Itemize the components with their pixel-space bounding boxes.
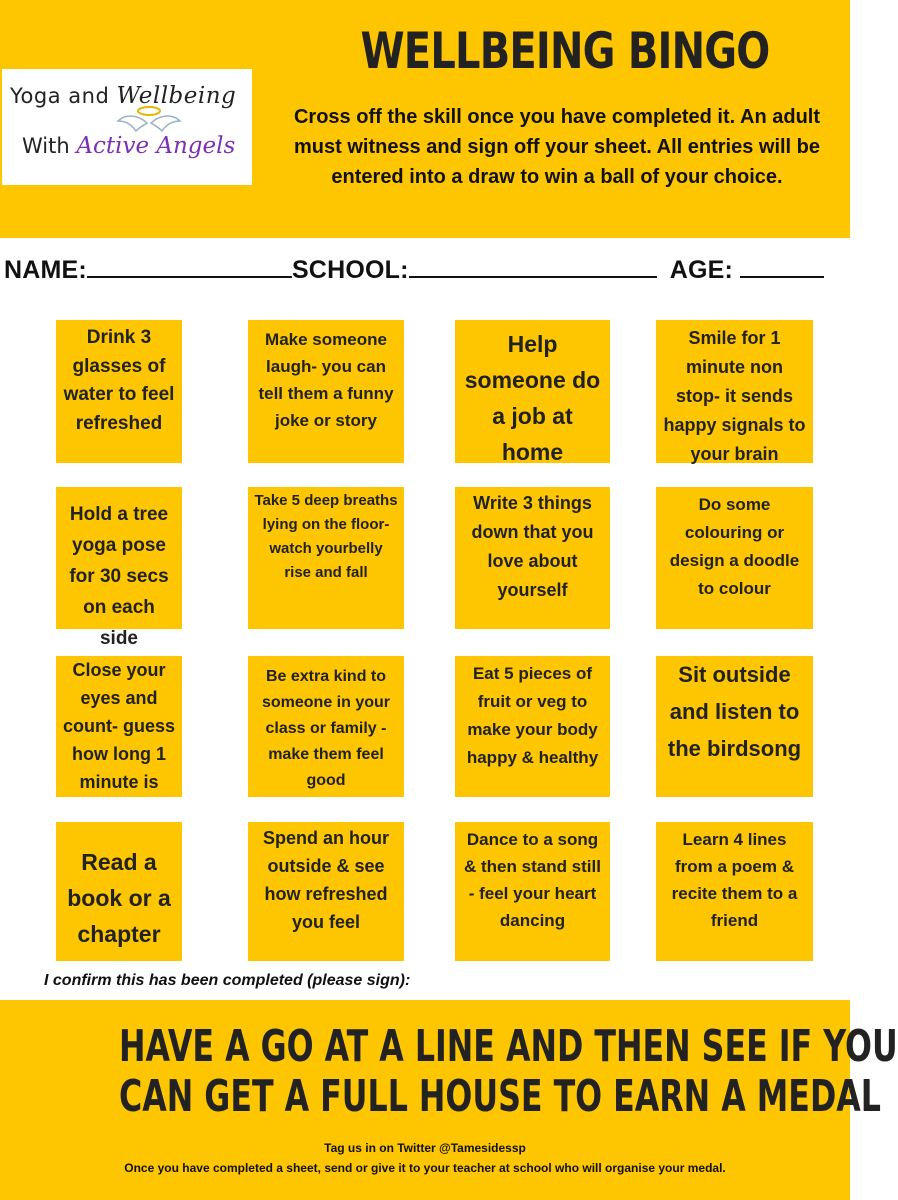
logo-text-active-angels: Active Angels: [76, 133, 236, 159]
bingo-cell[interactable]: [656, 320, 813, 463]
school-field[interactable]: [409, 252, 657, 278]
bingo-cell-text: Hold a tree yoga pose for 30 secs on each side: [69, 504, 169, 649]
bingo-cell[interactable]: [455, 656, 610, 797]
bingo-cell[interactable]: [455, 487, 610, 629]
age-field[interactable]: [740, 252, 824, 278]
confirm-signature-text: I confirm this has been completed (please sign):: [44, 972, 411, 989]
bingo-cell-text: Read a book or a chapter: [67, 849, 171, 947]
page-title: WELLBEING BINGO: [360, 22, 770, 80]
bingo-cell[interactable]: [248, 487, 404, 629]
bingo-cell[interactable]: [656, 822, 813, 961]
bingo-cell-text: Close your eyes and count- guess how long 1 minute is: [62, 660, 175, 792]
bingo-cell-text: Spend an hour outside & see how refreshed you feel: [263, 828, 389, 932]
bingo-cell[interactable]: [56, 487, 182, 649]
bingo-cell[interactable]: [656, 656, 813, 797]
angel-wings-icon: [114, 103, 184, 137]
bingo-cell-text: Smile for 1 minute non stop- it sends happy signals to your brain: [663, 328, 806, 464]
footer-headline-line-2: CAN GET A FULL HOUSE TO EARN A MEDAL: [119, 1071, 881, 1122]
bingo-cell[interactable]: [656, 487, 813, 629]
footer-headline-line-1: HAVE A GO AT A LINE AND THEN SEE IF YOU: [119, 1021, 898, 1072]
entry-form-line: [4, 252, 850, 285]
bingo-cell[interactable]: [248, 320, 404, 463]
logo-text-wellbeing: Wellbeing: [116, 83, 237, 109]
bingo-cell-text: Learn 4 lines from a poem & recite them to a friend: [671, 830, 798, 930]
bingo-cell-text: Help someone do a job at home: [464, 331, 601, 465]
bingo-cell-text: Sit outside and listen to the birdsong: [667, 662, 802, 761]
bingo-cell[interactable]: [56, 656, 182, 797]
bingo-cell[interactable]: [56, 320, 182, 463]
school-label: SCHOOL:: [291, 256, 409, 284]
name-field[interactable]: [87, 252, 292, 278]
bingo-cell[interactable]: [248, 822, 404, 961]
instructions-text: Cross off the skill once you have completed it. An adult must witness and sign off your sheet. All entries will be entered into a draw to win a ball of your choice.: [293, 106, 821, 188]
logo-text-yoga: Yoga and: [10, 84, 110, 108]
logo-text-with: With: [22, 134, 70, 158]
bingo-cell-text: Take 5 deep breaths lying on the floor- watch yourbelly rise and fall: [254, 492, 398, 581]
bingo-cell-text: Do some colouring or design a doodle to colour: [669, 495, 800, 598]
logo: [2, 69, 252, 185]
bingo-cell-text: Write 3 things down that you love about yourself: [471, 493, 594, 600]
bingo-cell-text: Dance to a song & then stand still - feel your heart dancing: [464, 830, 601, 930]
footer-headline: [119, 1021, 898, 1122]
twitter-tag-text: Tag us in on Twitter @Tamesidessp: [324, 1141, 526, 1155]
bingo-cell[interactable]: [248, 656, 404, 797]
bingo-cell[interactable]: [56, 822, 182, 961]
bingo-cell-text: Be extra kind to someone in your class or family - make them feel good: [261, 668, 391, 789]
logo-line-2: [22, 133, 235, 159]
bingo-cell[interactable]: [455, 320, 610, 463]
bingo-cell-text: Drink 3 glasses of water to feel refreshed: [63, 327, 175, 434]
bingo-cell-text: Make someone laugh- you can tell them a funny joke or story: [258, 330, 394, 430]
medal-instructions-text: Once you have completed a sheet, send or give it to your teacher at school who will organise your medal.: [124, 1161, 726, 1175]
bingo-cell-text: Eat 5 pieces of fruit or veg to make your body happy & healthy: [466, 664, 599, 767]
name-label: NAME:: [4, 256, 87, 284]
age-label: AGE:: [669, 256, 734, 284]
bingo-cell[interactable]: [455, 822, 610, 961]
